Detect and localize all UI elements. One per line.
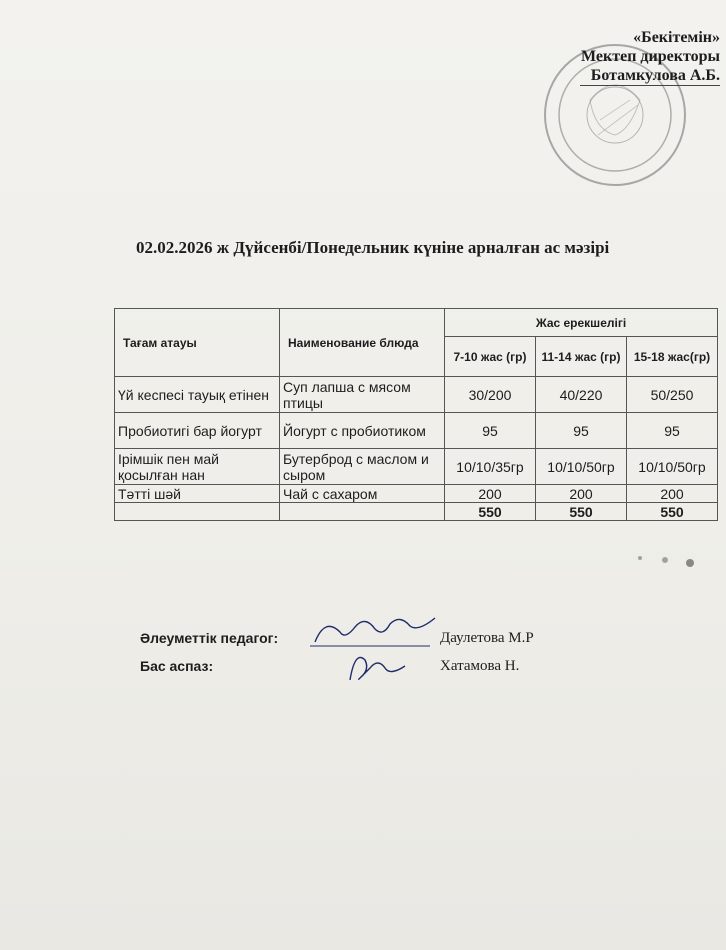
- dish-kz-cell: Үй кеспесі тауық етінен: [115, 377, 280, 413]
- table-row: [115, 485, 718, 503]
- dish-kz-cell: Ірімшік пен май қосылған нан: [115, 449, 280, 485]
- total-15-18-cell: 550: [627, 503, 718, 521]
- portion-11-14-cell: 200: [536, 485, 627, 503]
- table-row: [115, 377, 718, 413]
- signature-name: Хатамова Н.: [440, 658, 520, 674]
- table-row: [115, 449, 718, 485]
- signature-name: Даулетова М.Р: [440, 630, 534, 646]
- approval-position: Мектеп директоры: [581, 48, 720, 65]
- signature-role: Бас аспаз:: [140, 658, 214, 674]
- approval-signature-line: [580, 85, 720, 86]
- header-age-group: Жас ерекшелігі: [445, 309, 718, 337]
- table-row: [115, 413, 718, 449]
- dish-ru-cell: Чай с сахаром: [280, 485, 445, 503]
- portion-11-14-cell: 10/10/50гр: [536, 449, 627, 485]
- header-age-7-10: 7-10 жас (гр): [445, 337, 536, 377]
- portion-7-10-cell: 10/10/35гр: [445, 449, 536, 485]
- header-age-15-18: 15-18 жас(гр): [627, 337, 718, 377]
- portion-11-14-cell: 95: [536, 413, 627, 449]
- totals-empty-cell: [280, 503, 445, 521]
- totals-empty-cell: [115, 503, 280, 521]
- dish-kz-cell: Тәтті шәй: [115, 485, 280, 503]
- dish-kz-cell: Пробиотигі бар йогурт: [115, 413, 280, 449]
- portion-15-18-cell: 50/250: [627, 377, 718, 413]
- signatures-block: [140, 630, 700, 686]
- dish-ru-cell: Суп лапша с мясом птицы: [280, 377, 445, 413]
- table-header-row: [115, 309, 718, 337]
- dish-ru-cell: Бутерброд с маслом и сыром: [280, 449, 445, 485]
- total-11-14-cell: 550: [536, 503, 627, 521]
- portion-15-18-cell: 95: [627, 413, 718, 449]
- portion-11-14-cell: 40/220: [536, 377, 627, 413]
- portion-7-10-cell: 200: [445, 485, 536, 503]
- ink-smudge: [620, 548, 700, 578]
- header-dish-ru: Наименование блюда: [280, 309, 445, 377]
- portion-15-18-cell: 200: [627, 485, 718, 503]
- approval-block: [480, 28, 720, 86]
- portion-7-10-cell: 95: [445, 413, 536, 449]
- approval-heading: «Бекітемін»: [633, 29, 720, 46]
- total-7-10-cell: 550: [445, 503, 536, 521]
- portion-15-18-cell: 10/10/50гр: [627, 449, 718, 485]
- portion-7-10-cell: 30/200: [445, 377, 536, 413]
- header-dish-kz: Тағам атауы: [115, 309, 280, 377]
- dish-ru-cell: Йогурт с пробиотиком: [280, 413, 445, 449]
- signature-row-head-cook: [140, 658, 700, 686]
- menu-table: [114, 308, 718, 521]
- signature-role: Әлеуметтік педагог:: [140, 630, 279, 646]
- header-age-11-14: 11-14 жас (гр): [536, 337, 627, 377]
- approval-name: Ботамкулова А.Б.: [590, 67, 720, 84]
- table-totals-row: [115, 503, 718, 521]
- handwritten-signature: [310, 640, 440, 690]
- page-title: 02.02.2026 ж Дүйсенбі/Понедельник күніне арналған ас мәзірі: [136, 238, 610, 257]
